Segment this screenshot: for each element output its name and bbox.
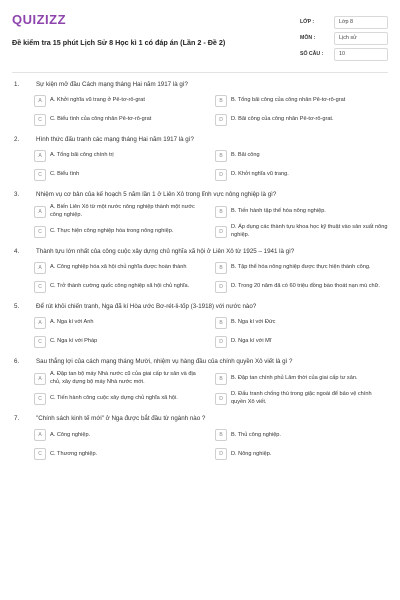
option-text: B. Tiến hành tập thể hóa nông nghiệp. [231,207,326,214]
option-b[interactable] [215,261,388,275]
option-letter-badge: A [34,206,46,218]
option-c[interactable] [34,113,207,127]
page-title: Đề kiểm tra 15 phút Lịch Sử 8 Học kì 1 có đáp án (Lần 2 - Đề 2) [12,38,226,47]
option-b[interactable] [215,149,388,163]
option-text: D. Nông nghiệp. [231,450,272,457]
question-3 [12,191,388,239]
meta-label: LỚP : [300,19,315,25]
option-d[interactable] [215,113,388,127]
quizizz-logo: QUIZIZZ [12,12,67,27]
option-letter-badge: A [34,429,46,441]
option-letter-badge: B [215,95,227,107]
option-text: D. Nga kí với Mĩ [231,338,272,345]
option-text: A. Tổng bãi công chính trị [50,152,114,159]
option-letter-badge: D [215,226,227,238]
option-b[interactable] [215,204,388,219]
option-letter-badge: D [215,448,227,460]
meta-panel [300,14,388,62]
option-letter-badge: D [215,336,227,348]
option-a[interactable] [34,428,207,442]
question-number: 1. [14,81,20,88]
option-text: A. Khởi nghĩa vũ trang ở Pê-tơ-rô-grat [50,97,145,104]
option-d[interactable] [215,224,388,239]
option-text: B. Tổng bãi công của công nhân Pê-tơ-rô-grat [231,97,346,104]
option-text: C. Thương nghiệp. [50,450,98,457]
option-a[interactable] [34,316,207,330]
meta-value: 10 [334,48,388,61]
option-c[interactable] [34,335,207,349]
option-text: B. Tập thể hóa nông nghiệp được thực hiện thành công. [231,264,371,271]
question-number: 2. [14,136,20,143]
option-letter-badge: C [34,448,46,460]
option-letter-badge: C [34,336,46,348]
question-number: 7. [14,415,20,423]
option-d[interactable] [215,391,388,406]
header-divider [12,72,388,73]
option-letter-badge: B [215,150,227,162]
meta-value: Lớp 8 [334,16,388,29]
option-d[interactable] [215,280,388,294]
option-letter-badge: B [215,373,227,385]
option-letter-badge: C [34,281,46,293]
option-d[interactable] [215,447,388,461]
question-number: 4. [14,248,20,256]
option-a[interactable] [34,204,207,219]
option-a[interactable] [34,261,207,275]
option-text: C. Biểu tình [50,171,80,178]
option-text: A. Nga kí với Anh [50,319,94,326]
option-letter-badge: B [215,429,227,441]
question-number: 3. [14,191,20,198]
option-text: A. Đập tan bộ máy Nhà nước cũ của giai cấp tư sản và địa chủ, xây dựng bộ máy Nhà nước mới. [50,371,196,385]
option-text: A. Công nghiệp. [50,431,91,438]
option-text: A. Biến Liên Xô từ một nước nông nghiệp thành một nước công nghiệp. [50,204,195,218]
question-7 [12,415,388,461]
option-text: B. Thủ công nghiệp. [231,431,281,438]
question-1 [12,81,388,127]
option-letter-badge: D [215,169,227,181]
option-text: D. Khởi nghĩa vũ trang. [231,171,289,178]
option-letter-badge: A [34,373,46,385]
question-2 [12,136,388,182]
option-text: D. Áp dụng các thành tựu khoa học kỹ thuật vào sản xuất nông nghiệp. [231,224,388,238]
option-letter-badge: A [34,262,46,274]
option-b[interactable] [215,428,388,442]
question-number: 5. [14,303,20,311]
meta-label: SỐ CÂU : [300,51,324,57]
option-text: C. Biểu tình của công nhân Pê-tơ-rô-grat [50,116,152,123]
option-text: D. Trong 20 năm đã có 60 triệu đồng bào thoát nạn mù chữ. [231,283,380,290]
option-d[interactable] [215,168,388,182]
option-a[interactable] [34,371,207,386]
option-text: B. Đập tan chính phủ Lâm thời của giai cấp tư sản. [231,374,358,381]
option-text: D. Đấu tranh chống thù trong giặc ngoài để bảo vệ chính quyền Xô viết. [231,391,372,405]
option-text: C. Tiến hành công cuộc xây dựng chủ nghĩa xã hội. [50,395,178,402]
option-letter-badge: D [215,281,227,293]
option-letter-badge: C [34,169,46,181]
option-text: B. Nga kí với Đức [231,319,276,326]
option-text: A. Công nghiệp hóa xã hội chủ nghĩa được hoàn thành [50,264,187,271]
question-6 [12,358,388,406]
question-text: Sau thắng lợi của cách mạng tháng Mười, nhiệm vụ hàng đầu của chính quyền Xô viết là gì ? [36,358,293,366]
question-text: Thành tựu lớn nhất của công cuộc xây dựng chủ nghĩa xã hội ở Liên Xô từ 1925 – 1941 là gì? [36,248,295,256]
option-b[interactable] [215,94,388,108]
question-text: "Chính sách kinh tế mới" ở Nga được bắt đầu từ ngành nào ? [36,415,206,423]
option-text: B. Bãi công [231,152,260,159]
option-c[interactable] [34,447,207,461]
option-letter-badge: B [215,317,227,329]
option-text: C. Trở thành cường quốc công nghiệp xã hội chủ nghĩa. [50,283,190,290]
header [12,12,388,70]
option-c[interactable] [34,280,207,294]
question-4 [12,248,388,294]
option-letter-badge: C [34,393,46,405]
option-letter-badge: A [34,150,46,162]
option-a[interactable] [34,149,207,163]
option-a[interactable] [34,94,207,108]
question-number: 6. [14,358,20,366]
option-letter-badge: B [215,206,227,218]
option-letter-badge: D [215,114,227,126]
option-c[interactable] [34,224,207,239]
option-letter-badge: A [34,317,46,329]
meta-row-class [300,14,388,30]
meta-label: MÔN : [300,35,316,41]
question-text: Nhiệm vụ cơ bản của kế hoạch 5 năm lần 1 ở Liên Xô trong lĩnh vực nông nghiệp là gì? [36,191,277,198]
option-c[interactable] [34,168,207,182]
meta-row-count [300,46,388,62]
option-letter-badge: D [215,393,227,405]
meta-value: Lịch sử [334,32,388,45]
question-text: Sự kiện mở đầu Cách mạng tháng Hai năm 1917 là gì? [36,81,188,88]
option-letter-badge: C [34,114,46,126]
meta-row-subject [300,30,388,46]
option-d[interactable] [215,335,388,349]
option-letter-badge: C [34,226,46,238]
question-text: Hình thức đấu tranh các mạng tháng Hai năm 1917 là gì? [36,136,194,143]
option-text: C. Thực hiện công nghiệp hóa trong nông nghiệp. [50,227,174,234]
question-5 [12,303,388,349]
option-text: D. Bãi công của công nhân Pê-tơ-rô-grat. [231,116,334,123]
option-letter-badge: B [215,262,227,274]
option-text: C. Nga kí với Pháp [50,338,98,345]
option-letter-badge: A [34,95,46,107]
option-c[interactable] [34,391,207,406]
question-text: Để rút khỏi chiến tranh, Nga đã kí Hòa ước Bơ-rét-li-tốp (3-1918) với nước nào? [36,303,257,311]
option-b[interactable] [215,316,388,330]
option-b[interactable] [215,371,388,386]
